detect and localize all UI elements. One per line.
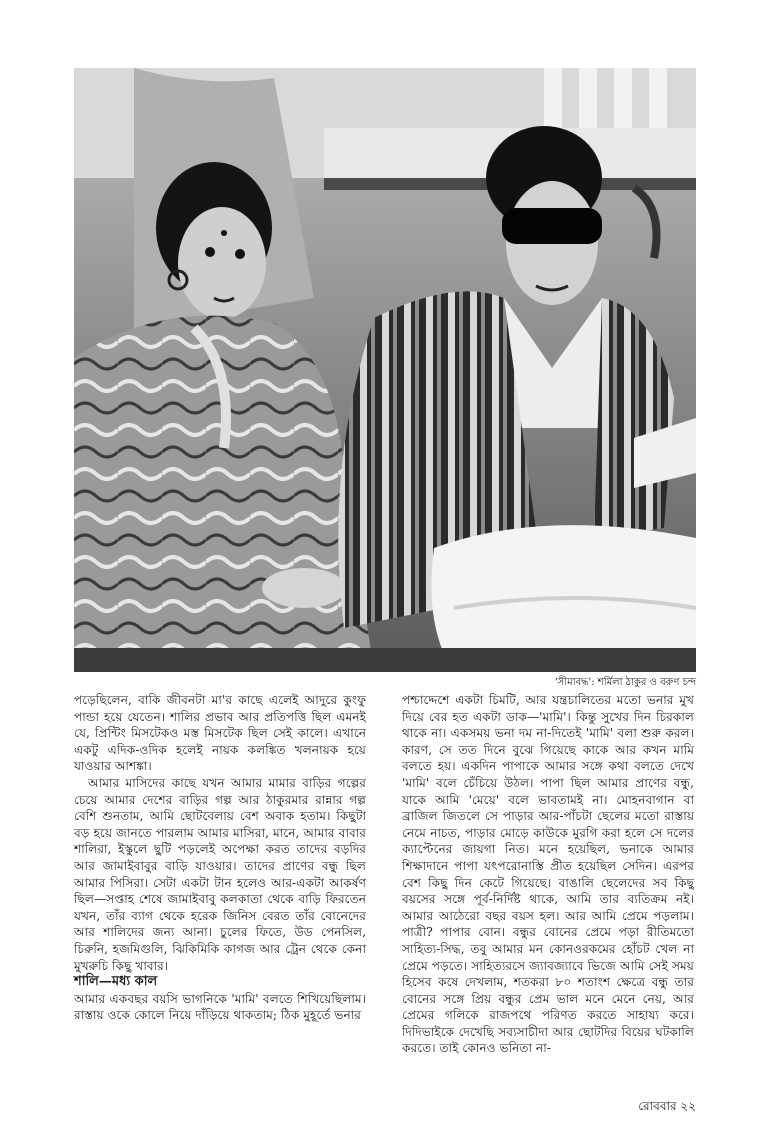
paragraph: আমার একবছর বয়সি ভাগনিকে 'মামি' বলতে শিখিয়েছিলাম। রাস্তায় ওকে কোলে নিয়ে দাঁড়িয়ে থাকতাম; ঠিক মুহূর্তে ভনার	[74, 991, 366, 1023]
page-footer-folio: রোববার ২২	[638, 1099, 696, 1113]
section-subheading: শালি—মধ্য কাল	[74, 974, 158, 990]
article-column-left	[74, 692, 366, 1024]
photo-illustration	[74, 68, 696, 672]
photo-caption: 'সীমাবদ্ধ': শর্মিলা ঠাকুর ও বরুণ চন্দ	[554, 677, 696, 688]
article-column-right	[402, 692, 694, 1057]
film-still-photo	[74, 68, 696, 672]
paragraph: আমার মাসিদের কাছে যখন আমার মামার বাড়ির গল্পের চেয়ে আমার দেশের বাড়ির গল্প আর ঠাকুরমার রান্নার গল্প বেশি শুনতাম, আমি ছোটবেলায় বেশ অবাক হতাম। কিছুটা বড় হয়ে জানতে পারলাম আমার মাসিরা, মানে, আমার বাবার শালিরা, ইস্কুলে ছুটি পড়লেই অপেক্ষা করত তাদের বড়দির আর জামাইবাবুর বাড়ি যাওয়ার। তাদের প্রাণের বন্ধু ছিল আমার পিসিরা। সেটা একটা টান হলেও আর-একটা আকর্ষণ ছিল—সপ্তাহ শেষে জামাইবাবু কলকাতা থেকে বাড়ি ফিরতেন যখন, তাঁর ব্যাগ থেকে হরেক জিনিস বেরত তাঁর বোনেদের আর শালিদের জন্য আনা। চুলের ফিতে, উড পেনসিল, চিরুনি, হজমিগুলি, ঝিকিমিকি কাগজ আর ট্রেন থেকে কেনা মুখরুচি কিছু খাবার।	[74, 775, 366, 973]
paragraph: পশ্চাদ্দেশে একটা চিমটি, আর যন্ত্রচালিতের মতো ভনার মুখ দিয়ে বের হত একটা ডাক—'মামি'। কিন্তু সুখের দিন চিরকাল থাকে না। একসময় ভনা দম না-দিতেই 'মামি' বলা শুরু করল। কারণ, সে তত দিনে বুঝে গিয়েছে কাকে আর কখন মামি বলতে হয়। একদিন পাপাকে আমার সঙ্গে কথা বলতে দেখে 'মামি' বলে চেঁচিয়ে উঠল। পাপা ছিল আমার প্রাণের বন্ধু, যাকে আমি 'মেয়ে' বলে ভাবতামই না। মোহনবাগান বা ব্রাজিল জিতলে সে পাড়ার আর-পাঁচটা ছেলের মতো রাস্তায় নেমে নাচত, পাড়ার মোড়ে কাউকে মুরগি করা হলে সে দলের ক্যাপ্টেনের জায়গা নিত। মনে হয়েছিল, ভনাকে আমার শিক্ষাদানে পাপা যৎপরোনাস্তি প্রীত হয়েছিল সেদিন। এরপর বেশ কিছু দিন কেটে গিয়েছে। বাঙালি ছেলেদের সব কিছু বয়সের সঙ্গে পূর্ব-নির্দিষ্ট থাকে, আমি তার ব্যতিক্রম নই। আমার আঠেরো বছর বয়স হল। আর আমি প্রেমে পড়লাম। পাত্রী? পাপার বোন। বন্ধুর বোনের প্রেমে পড়া রীতিমতো সাহিত্য-সিদ্ধ, তবু আমার মন কোনওরকমের হোঁচট খেল না প্রেমে পড়তে। সাহিত্যরসে জ্যাবজ্যাবে ভিজে আমি সেই সময় হিসেব কষে দেখলাম, শতকরা ৮০ শতাংশ ক্ষেত্রে বন্ধু তার বোনের সঙ্গে প্রিয় বন্ধুর প্রেম ভাল মনে মেনে নেয়, আর প্রেমের গলিকে রাজপথে পরিণত করতে সাহায্য করে। দিদিভাইকে দেখেছি সব্যসাচীদা আর ছোটদির বিয়ের ঘটকালি করতে। তাই কোনও ভনিতা না-	[402, 693, 694, 1056]
paragraph: পড়েছিলেন, বাকি জীবনটা মা'র কাছে এলেই আদুরে কুংফু পান্ডা হয়ে যেতেন। শালির প্রভাব আর প্রতিপত্তি ছিল এমনই যে, প্রিন্টিং মিসটেকও মস্ত মিসটেক ছিল সেই কালে। এখানে একটু এদিক-ওদিক হলেই নায়ক কলঙ্কিত খলনায়ক হয়ে যাওয়ার আশঙ্কা।	[74, 693, 366, 774]
